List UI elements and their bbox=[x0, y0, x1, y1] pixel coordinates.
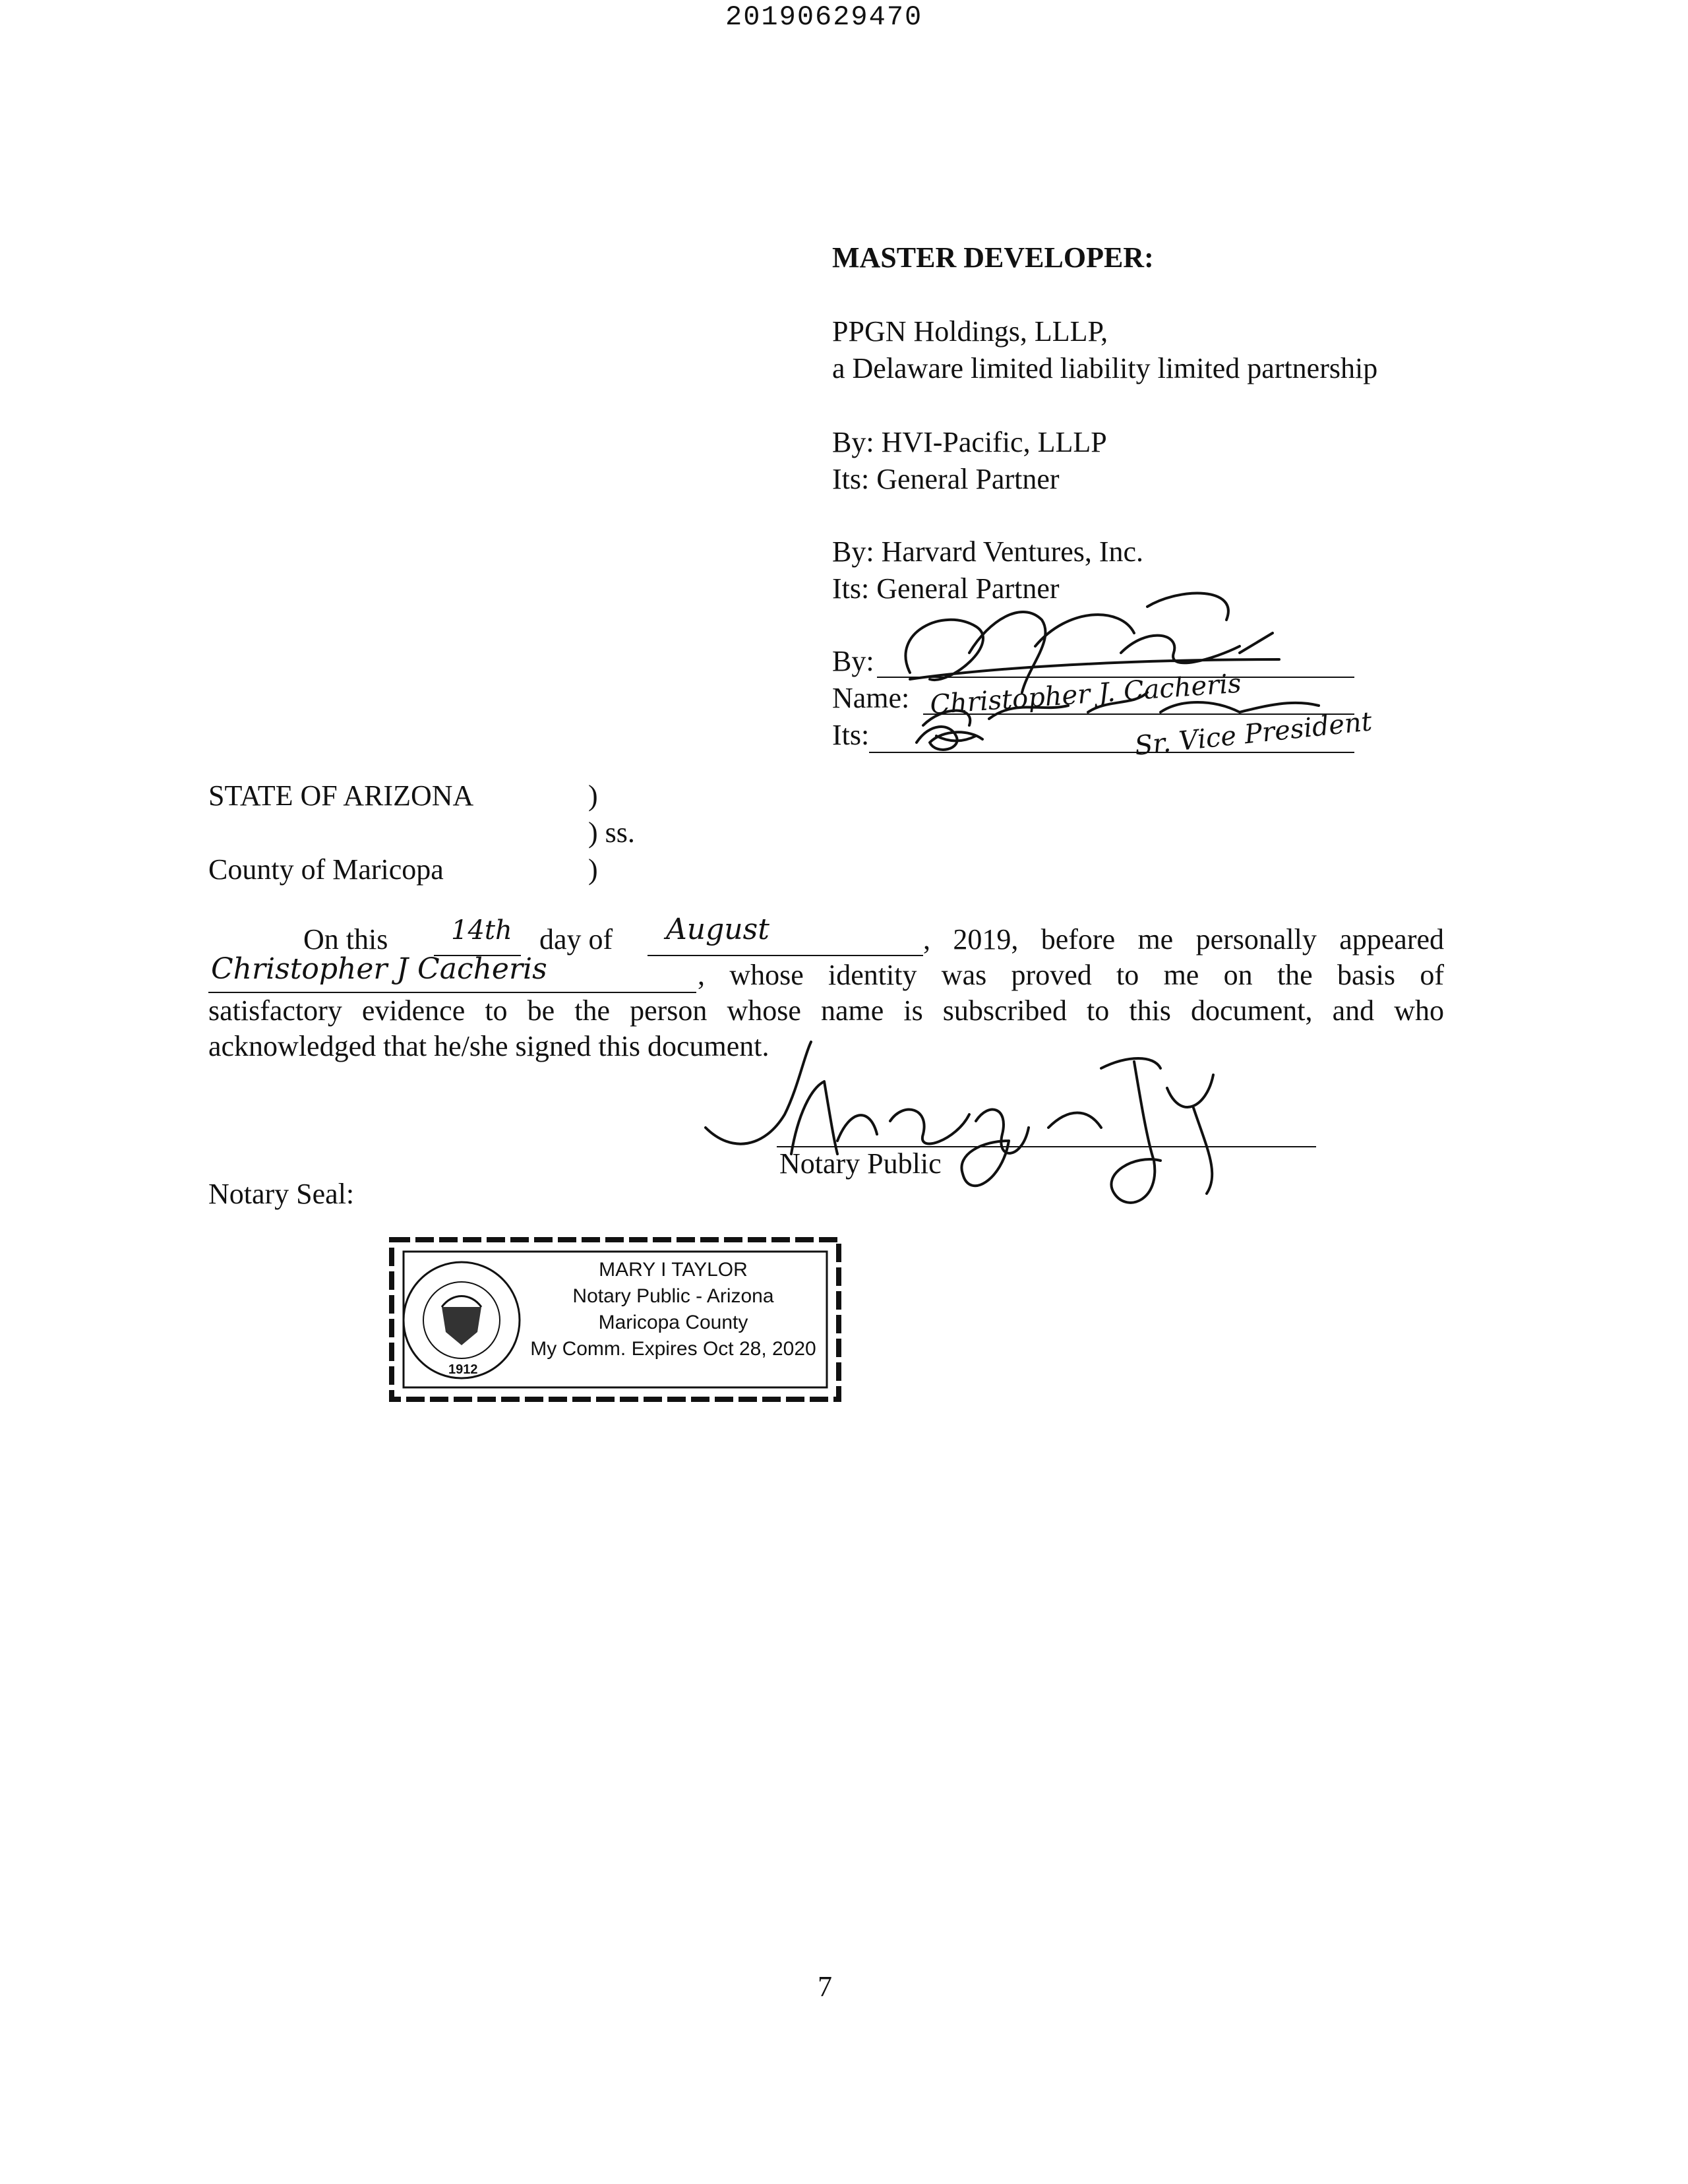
notary-stamp bbox=[386, 1233, 844, 1406]
month-line bbox=[648, 955, 923, 956]
master-developer-heading: MASTER DEVELOPER: bbox=[832, 241, 1154, 274]
ack-line-4: acknowledged that he/she signed this document. bbox=[208, 1030, 769, 1062]
notary-signature bbox=[692, 1029, 1233, 1227]
handwritten-month: August bbox=[666, 913, 769, 946]
name-label: Name: bbox=[832, 682, 910, 714]
page-number: 7 bbox=[818, 1970, 832, 2003]
county-of-maricopa: County of Maricopa bbox=[208, 853, 444, 886]
its-general-partner-2: Its: General Partner bbox=[832, 572, 1060, 605]
stamp-text bbox=[512, 1257, 835, 1362]
entity-name: PPGN Holdings, LLLP, bbox=[832, 315, 1108, 348]
handwritten-signer-title: Sr. Vice President bbox=[1133, 706, 1373, 762]
its-label: Its: bbox=[832, 719, 870, 751]
handwritten-scribble bbox=[910, 716, 996, 762]
ack-year-text: , 2019, before me personally appeared bbox=[923, 923, 1444, 956]
state-of-arizona: STATE OF ARIZONA bbox=[208, 779, 474, 812]
venue-paren-1: ) bbox=[588, 779, 598, 812]
ack-line-3: satisfactory evidence to be the person whose name is subscribed to this document, and who bbox=[208, 994, 1444, 1027]
seal-year: 1912 bbox=[448, 1362, 478, 1377]
venue-paren-2: ) bbox=[588, 853, 598, 886]
handwritten-signer-name: Christopher J. Cacheris bbox=[928, 668, 1242, 721]
by-hvi-pacific: By: HVI-Pacific, LLLP bbox=[832, 426, 1107, 458]
ack-day-of: day of bbox=[539, 923, 613, 956]
by-harvard-ventures: By: Harvard Ventures, Inc. bbox=[832, 535, 1144, 568]
venue-ss: ) ss. bbox=[588, 816, 635, 849]
document-number: 20190629470 bbox=[725, 1, 923, 33]
handwritten-person: Christopher J Cacheris bbox=[211, 952, 547, 986]
stamp-county: Maricopa County bbox=[598, 1312, 748, 1333]
ack-on-this: On this bbox=[303, 923, 388, 956]
stamp-expires: My Comm. Expires Oct 28, 2020 bbox=[530, 1338, 816, 1360]
ack-line-2: , whose identity was proved to me on the basis of bbox=[698, 959, 1444, 991]
notary-seal-label: Notary Seal: bbox=[208, 1178, 355, 1210]
stamp-title: Notary Public - Arizona bbox=[572, 1285, 774, 1307]
its-general-partner-1: Its: General Partner bbox=[832, 463, 1060, 495]
by-label: By: bbox=[832, 645, 874, 677]
entity-description: a Delaware limited liability limited partnership bbox=[832, 352, 1378, 384]
handwritten-day: 14th bbox=[451, 915, 512, 946]
notary-public-label: Notary Public bbox=[779, 1147, 942, 1180]
stamp-name: MARY I TAYLOR bbox=[599, 1259, 748, 1281]
